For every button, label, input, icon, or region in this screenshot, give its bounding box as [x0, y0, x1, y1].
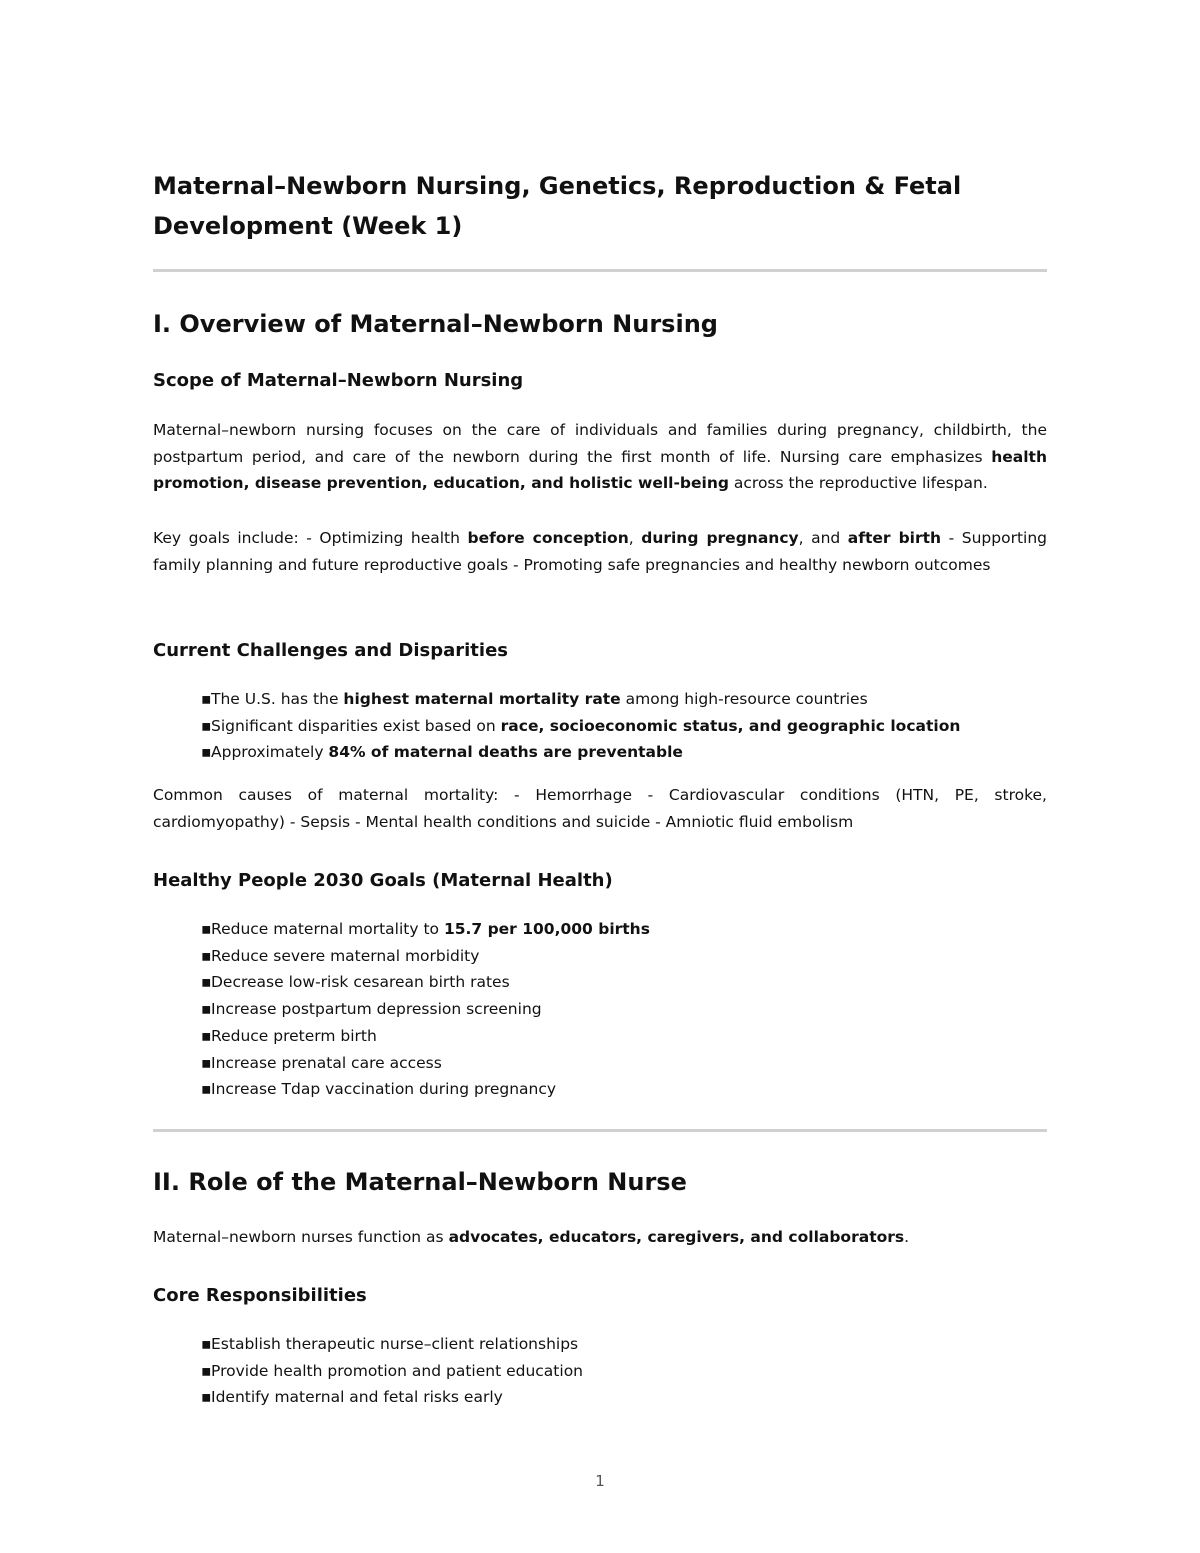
- goals-separator: , and: [798, 529, 848, 547]
- bullet-icon: ▪: [201, 743, 212, 762]
- goals-text-end: - Supporting family planning and future reproductive goals - Promoting safe pregnancies and healthy newborn outcomes: [153, 529, 1047, 574]
- bullet-icon: ▪: [201, 1080, 212, 1099]
- subheading-core-responsibilities: Core Responsibilities: [153, 1285, 367, 1306]
- key-goals-paragraph: [153, 525, 1047, 578]
- causes-paragraph: Common causes of maternal mortality: - Hemorrhage - Cardiovascular conditions (HTN, PE, stroke, cardiomyopathy) - Sepsis - Mental health conditions and suicide - Amniotic fluid embolism: [153, 786, 1047, 831]
- scope-emphasis: health promotion, disease prevention, education, and holistic well-being: [153, 447, 1047, 492]
- page-number: 1: [595, 1472, 605, 1490]
- list-text: The U.S. has the: [211, 690, 344, 708]
- goals-emphasis-birth: after birth: [847, 529, 942, 547]
- role-emphasis: advocates, educators, caregivers, and collaborators: [448, 1228, 905, 1246]
- list-item: [201, 916, 650, 943]
- challenges-list: [201, 686, 960, 766]
- list-text: Reduce maternal mortality to: [211, 920, 444, 938]
- list-item: [201, 1358, 583, 1385]
- list-emphasis: race, socioeconomic status, and geographic location: [500, 716, 961, 735]
- scope-text-end: across the reproductive lifespan.: [728, 474, 988, 492]
- list-text: Reduce preterm birth: [211, 1026, 377, 1045]
- healthy-people-list: [201, 916, 650, 1103]
- subheading-challenges: Current Challenges and Disparities: [153, 640, 508, 661]
- list-text: Increase Tdap vaccination during pregnancy: [211, 1080, 557, 1099]
- role-intro-paragraph: [153, 1224, 1047, 1251]
- bullet-icon: ▪: [201, 1000, 212, 1019]
- list-item: [201, 1331, 583, 1358]
- list-emphasis: highest maternal mortality rate: [343, 690, 621, 708]
- list-text: Identify maternal and fetal risks early: [211, 1388, 503, 1407]
- list-item: [201, 713, 960, 740]
- bullet-icon: ▪: [201, 1335, 212, 1353]
- goals-emphasis-conception: before conception: [467, 529, 629, 547]
- bullet-icon: ▪: [201, 1361, 212, 1380]
- document-title: Maternal–Newborn Nursing, Genetics, Reproduction & Fetal Development (Week 1): [153, 172, 962, 240]
- list-item: [201, 1384, 583, 1411]
- bullet-icon: ▪: [201, 920, 212, 938]
- subheading-healthy-people: Healthy People 2030 Goals (Maternal Health): [153, 870, 613, 891]
- bullet-icon: ▪: [201, 1388, 212, 1407]
- list-item: [201, 1023, 650, 1050]
- subheading-scope: Scope of Maternal–Newborn Nursing: [153, 370, 524, 391]
- section-heading-overview: I. Overview of Maternal–Newborn Nursing: [153, 310, 718, 338]
- goals-separator: ,: [628, 529, 642, 547]
- horizontal-rule: [153, 269, 1047, 272]
- list-item: [201, 943, 650, 970]
- goals-text: Key goals include: - Optimizing health: [153, 529, 468, 547]
- list-item: [201, 1076, 650, 1103]
- horizontal-rule: [153, 1129, 1047, 1132]
- role-text: Maternal–newborn nurses function as: [153, 1228, 449, 1246]
- goals-emphasis-pregnancy: during pregnancy: [641, 529, 799, 547]
- bullet-icon: ▪: [201, 716, 212, 735]
- list-text: Increase postpartum depression screening: [211, 1000, 542, 1019]
- list-text: among high-resource countries: [620, 690, 868, 708]
- list-text: Provide health promotion and patient education: [211, 1361, 583, 1380]
- list-text: Approximately: [211, 743, 329, 762]
- bullet-icon: ▪: [201, 973, 212, 992]
- section-heading-role: II. Role of the Maternal–Newborn Nurse: [153, 1168, 687, 1196]
- list-item: [201, 1050, 650, 1077]
- list-emphasis: 84% of maternal deaths are preventable: [328, 743, 683, 762]
- bullet-icon: ▪: [201, 1053, 212, 1072]
- core-responsibilities-list: [201, 1331, 583, 1411]
- list-text: Decrease low-risk cesarean birth rates: [211, 973, 510, 992]
- list-text: Increase prenatal care access: [211, 1053, 442, 1072]
- list-item: [201, 686, 960, 713]
- role-text-end: .: [904, 1228, 910, 1246]
- bullet-icon: ▪: [201, 690, 212, 708]
- list-emphasis: 15.7 per 100,000 births: [443, 920, 650, 938]
- list-text: Reduce severe maternal morbidity: [211, 946, 480, 965]
- bullet-icon: ▪: [201, 1026, 212, 1045]
- scope-paragraph: [153, 417, 1047, 497]
- list-text: Significant disparities exist based on: [211, 716, 501, 735]
- list-text: Establish therapeutic nurse–client relationships: [211, 1335, 579, 1353]
- list-item: [201, 739, 960, 766]
- bullet-icon: ▪: [201, 946, 212, 965]
- list-item: [201, 969, 650, 996]
- scope-text: Maternal–newborn nursing focuses on the care of individuals and families during pregnancy, childbirth, the postpartum period, and care of the newborn during the first month of life. Nursing care emphasizes: [153, 421, 1047, 466]
- list-item: [201, 996, 650, 1023]
